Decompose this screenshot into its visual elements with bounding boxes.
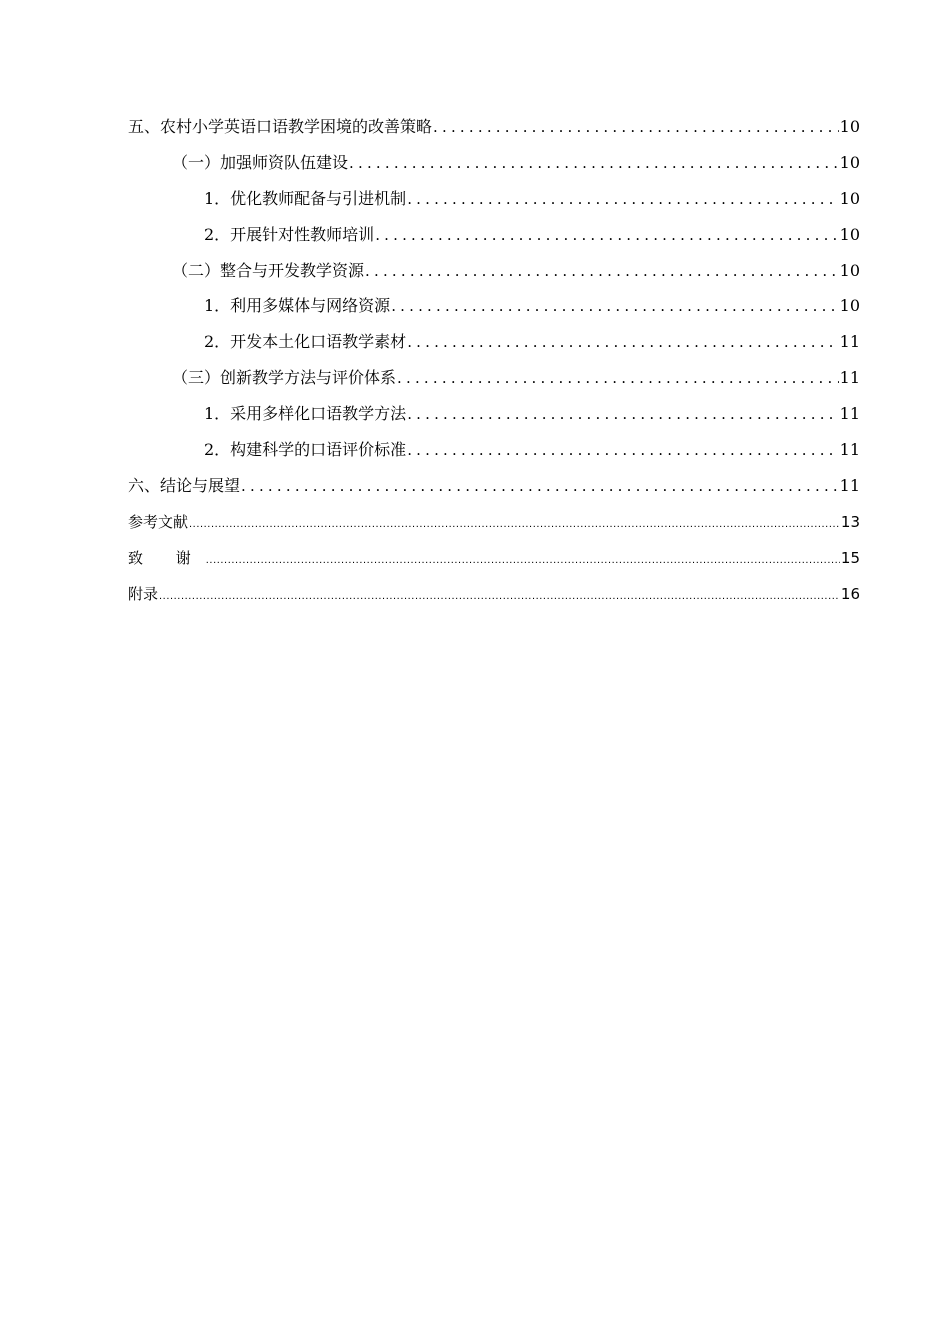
toc-entry[interactable] [128,364,860,400]
toc-entry[interactable] [128,221,860,257]
toc-entry-references[interactable] [128,508,860,544]
toc-entry-page: 10 [839,152,860,172]
toc-entry-appendix[interactable] [128,580,860,616]
dot-leader [433,113,839,141]
toc-entry-page: 10 [839,296,860,316]
dot-leader [206,546,840,574]
toc-entry[interactable] [128,400,860,436]
toc-entry[interactable] [128,436,860,472]
toc-entry-page: 11 [839,404,860,424]
toc-entry-page: 11 [839,440,860,460]
toc-entry-title: （一）加强师资队伍建设 [172,152,349,172]
toc-entry-title: 1．采用多样化口语教学方法 [204,404,407,424]
toc-entry[interactable] [128,149,860,185]
dot-leader [189,510,840,538]
dot-leader [349,149,839,177]
toc-entry-title: 1．优化教师配备与引进机制 [204,188,407,208]
toc-entry-page: 15 [840,548,860,567]
toc-entry[interactable] [128,257,860,293]
toc-entry[interactable] [128,185,860,221]
toc-entry-page: 11 [839,332,860,352]
toc-entry-page: 16 [840,584,860,603]
toc-entry-title: 六、结论与展望 [128,475,241,495]
dot-leader [391,292,838,320]
toc-entry-title: 致 谢 [128,548,205,567]
dot-leader [375,221,838,249]
toc-entry-page: 10 [839,260,860,280]
toc-entry-title: 2．开发本土化口语教学素材 [204,332,407,352]
table-of-contents [128,113,860,615]
toc-entry[interactable] [128,292,860,328]
dot-leader [407,328,838,356]
toc-entry[interactable] [128,113,860,149]
dot-leader [397,364,839,392]
toc-entry-page: 10 [839,117,860,136]
dot-leader [407,436,838,464]
toc-entry-page: 11 [839,475,860,495]
dot-leader [407,400,838,428]
toc-entry-acknowledgements[interactable] [128,544,860,580]
toc-entry-title: 五、农村小学英语口语教学困境的改善策略 [128,117,433,136]
toc-entry-title: 参考文献 [128,512,189,531]
toc-entry-page: 10 [839,224,860,244]
toc-entry-title: 附录 [128,584,159,603]
toc-entry[interactable] [128,472,860,508]
dot-leader [159,582,840,610]
dot-leader [365,257,839,285]
toc-entry-title: 1．利用多媒体与网络资源 [204,296,391,316]
toc-entry-title: 2．开展针对性教师培训 [204,224,375,244]
toc-entry[interactable] [128,328,860,364]
toc-entry-title: 2．构建科学的口语评价标准 [204,440,407,460]
toc-entry-title: （三）创新教学方法与评价体系 [172,368,397,388]
dot-leader [407,185,838,213]
toc-entry-page: 13 [840,512,860,531]
toc-entry-page: 10 [839,188,860,208]
toc-entry-title: （二）整合与开发教学资源 [172,260,365,280]
toc-entry-page: 11 [839,368,860,388]
dot-leader [241,472,839,500]
